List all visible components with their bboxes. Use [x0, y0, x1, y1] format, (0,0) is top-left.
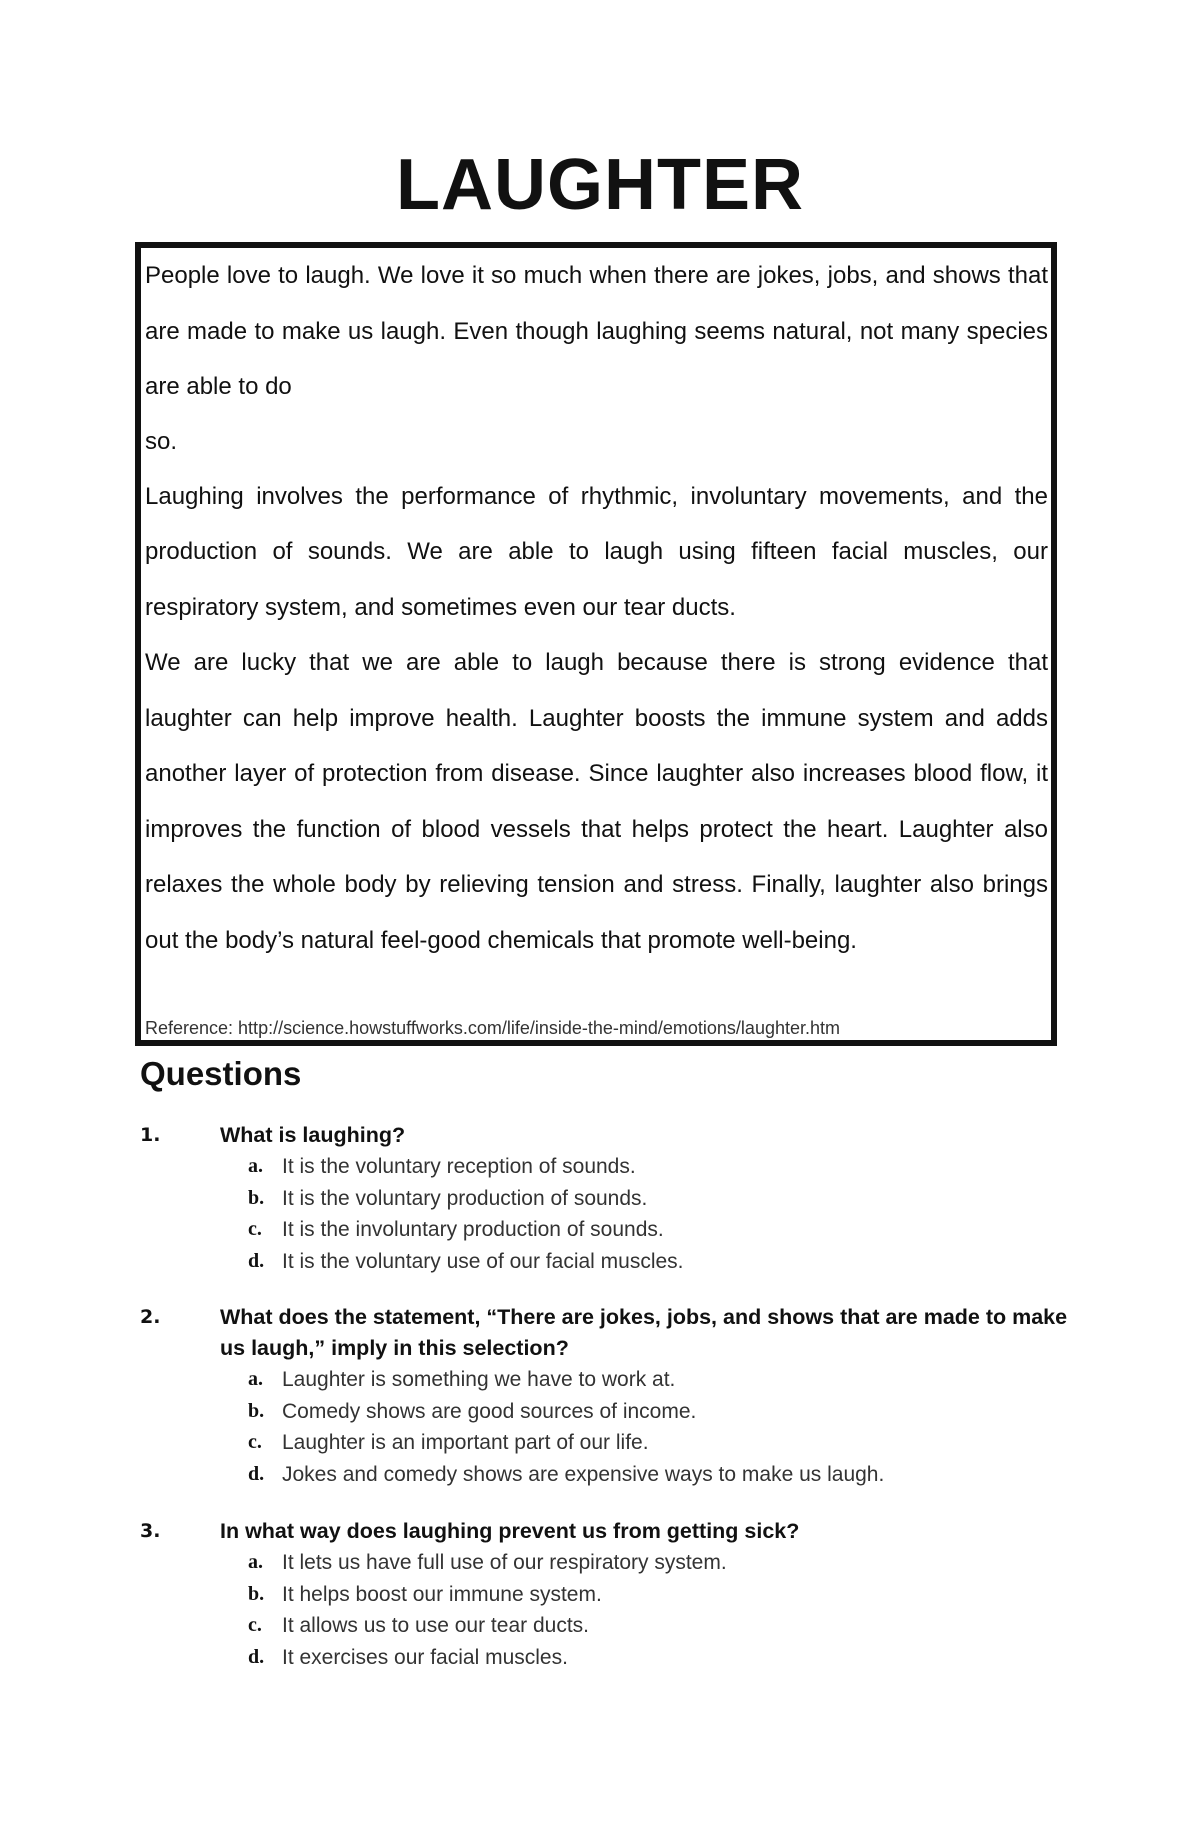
option-letter: d. — [248, 1249, 265, 1272]
question-3 — [140, 1516, 1070, 1673]
answer-option[interactable] — [248, 1364, 1070, 1396]
option-letter: b. — [248, 1582, 265, 1605]
answer-option[interactable] — [248, 1642, 1070, 1674]
answer-option[interactable] — [248, 1396, 1070, 1428]
answer-options — [140, 1151, 1070, 1277]
option-text: It exercises our facial muscles. — [282, 1645, 568, 1669]
option-text: Comedy shows are good sources of income. — [282, 1399, 697, 1423]
answer-option[interactable] — [248, 1183, 1070, 1215]
question-number: 3. — [140, 1520, 161, 1542]
answer-option[interactable] — [248, 1214, 1070, 1246]
option-text: It is the voluntary production of sounds. — [282, 1186, 648, 1210]
answer-option[interactable] — [248, 1459, 1070, 1491]
option-text: It is the involuntary production of sounds. — [282, 1218, 664, 1241]
option-text: It helps boost our immune system. — [282, 1582, 602, 1606]
passage-paragraph-1: People love to laugh. We love it so much when there are jokes, jobs, and shows that are made to make us laugh. Even though laughing seems natural, not many species are able to do — [145, 262, 1048, 400]
option-letter: c. — [248, 1614, 262, 1636]
option-letter: b. — [248, 1186, 265, 1209]
question-1 — [140, 1120, 1070, 1277]
option-text: It lets us have full use of our respiratory system. — [282, 1551, 727, 1574]
answer-option[interactable] — [248, 1547, 1070, 1579]
question-stem: What does the statement, “There are jokes, jobs, and shows that are made to make us laugh,” imply in this selection? — [220, 1305, 1068, 1360]
question-number: 1. — [140, 1124, 161, 1146]
option-letter: c. — [248, 1218, 262, 1240]
passage-paragraph-3: We are lucky that we are able to laugh because there is strong evidence that laughter can help improve health. Laughter boosts the immune system and adds another layer of protection from disease. Since laughter also increases blood flow, it improves the function of blood vessels that helps protect the heart. Laughter also relaxes the whole body by relieving tension and stress. Finally, laughter also brings out the body’s natural feel-good chemicals that promote well-being. — [145, 649, 1048, 954]
option-letter: a. — [248, 1155, 263, 1177]
option-letter: c. — [248, 1431, 262, 1453]
option-text: It is the voluntary use of our facial muscles. — [282, 1249, 684, 1273]
answer-option[interactable] — [248, 1246, 1070, 1278]
answer-option[interactable] — [248, 1427, 1070, 1459]
page-title: LAUGHTER — [396, 145, 804, 225]
option-letter: a. — [248, 1368, 263, 1390]
reading-passage-box — [135, 242, 1057, 1046]
answer-option[interactable] — [248, 1579, 1070, 1611]
answer-options — [140, 1364, 1070, 1490]
question-stem: In what way does laughing prevent us from getting sick? — [220, 1519, 800, 1543]
passage-paragraph-2: Laughing involves the performance of rhythmic, involuntary movements, and the production of sounds. We are able to laugh using fifteen facial muscles, our respiratory system, and sometimes even our tear ducts. — [145, 482, 1048, 621]
option-letter: b. — [248, 1399, 265, 1422]
answer-option[interactable] — [248, 1610, 1070, 1642]
reference-citation: Reference: http://science.howstuffworks.com/life/inside-the-mind/emotions/laughter.htm — [145, 1018, 840, 1038]
option-text: Laughter is something we have to work at. — [282, 1368, 676, 1391]
option-text: Jokes and comedy shows are expensive ways to make us laugh. — [282, 1462, 885, 1486]
answer-option[interactable] — [248, 1151, 1070, 1183]
question-number: 2. — [140, 1306, 161, 1328]
answer-options — [140, 1547, 1070, 1673]
option-letter: d. — [248, 1462, 265, 1485]
option-text: It is the voluntary reception of sounds. — [282, 1155, 636, 1178]
option-text: Laughter is an important part of our life. — [282, 1431, 649, 1454]
option-letter: a. — [248, 1551, 263, 1573]
option-text: It allows us to use our tear ducts. — [282, 1614, 589, 1637]
question-stem: What is laughing? — [220, 1123, 406, 1147]
passage-paragraph-1-end: so. — [145, 427, 178, 455]
option-letter: d. — [248, 1645, 265, 1668]
question-2 — [140, 1302, 1070, 1490]
questions-heading: Questions — [140, 1055, 302, 1092]
